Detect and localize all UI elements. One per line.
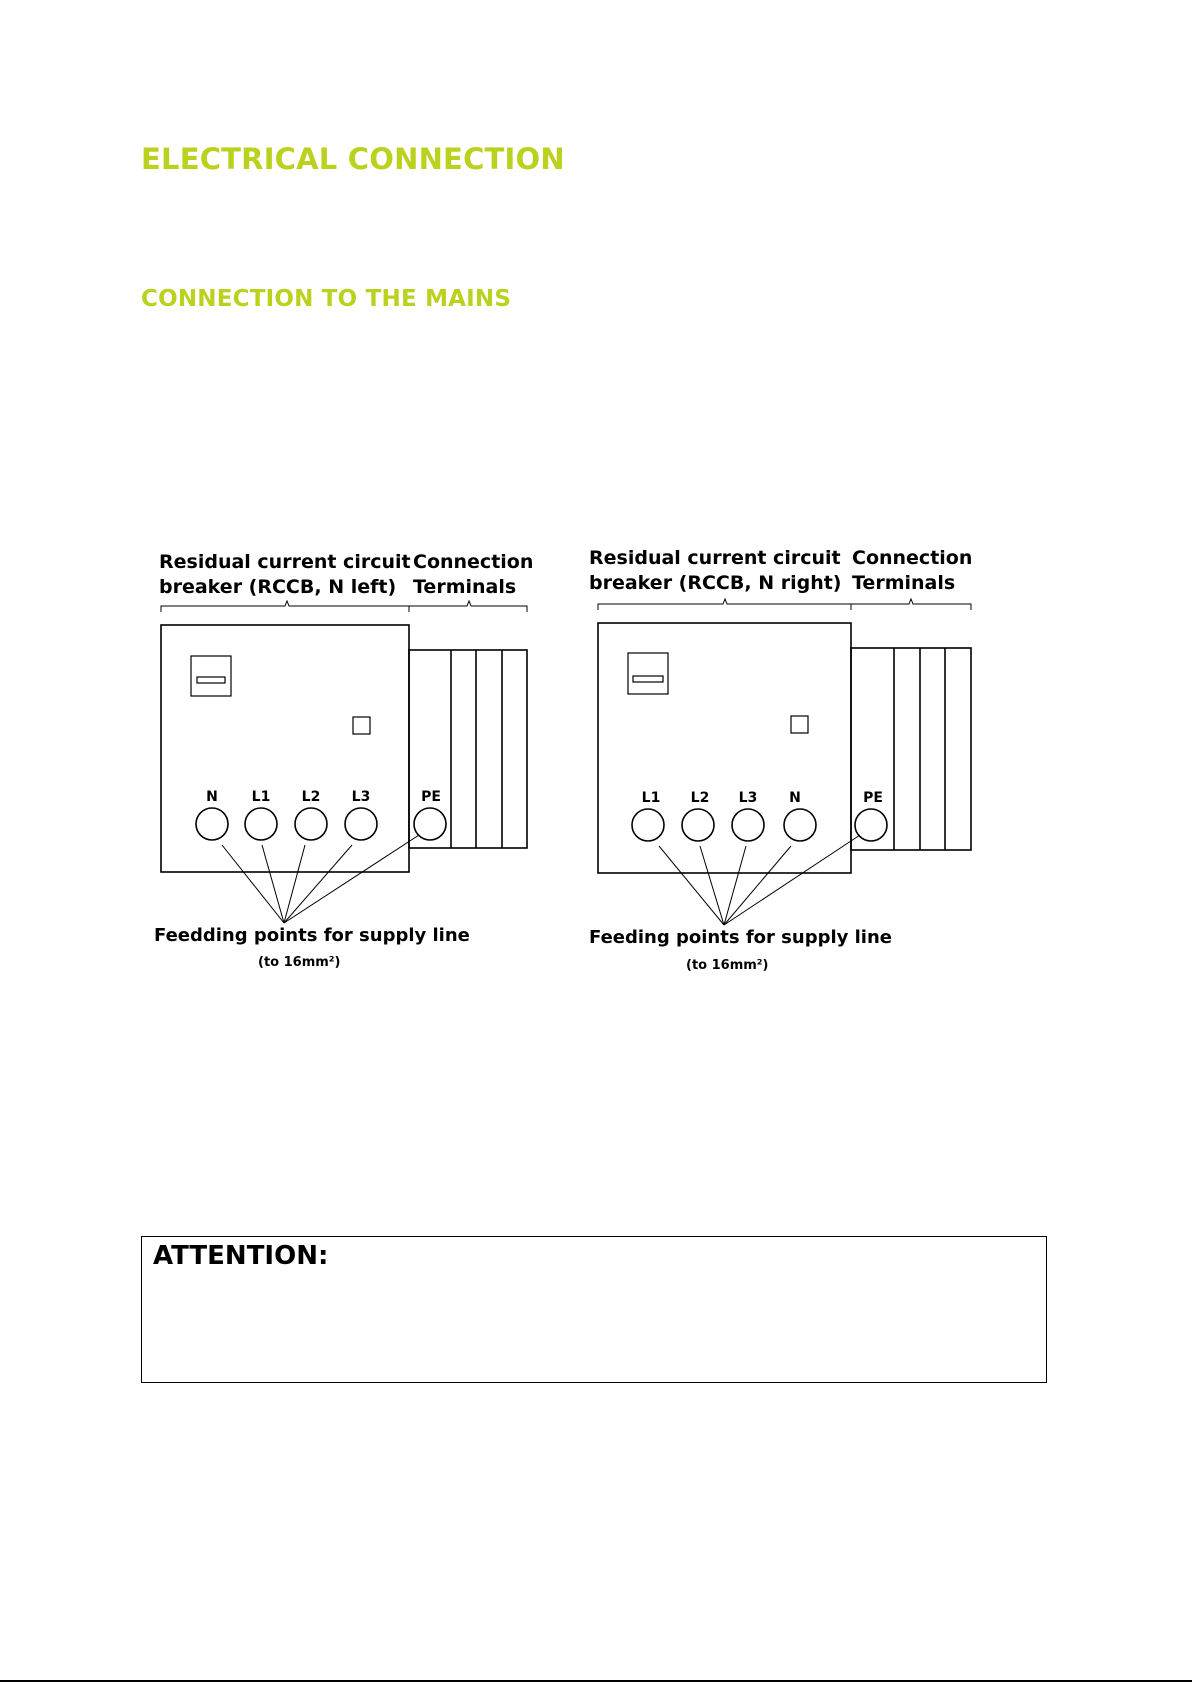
terminals-label: Terminals [413, 576, 517, 598]
feed-point [732, 809, 764, 841]
feed-note: (to 16mm²) [258, 955, 341, 970]
point-label: N [206, 789, 218, 805]
point-label: L3 [738, 790, 758, 806]
rccb-brace [598, 599, 851, 610]
point-label: PE [421, 789, 441, 805]
point-label: L1 [641, 790, 661, 806]
point-label: N [789, 790, 801, 806]
rccb-switch-slot [197, 677, 225, 683]
rccb-label: Residual current circuit [589, 547, 841, 569]
attention-title: ATTENTION: [153, 1241, 329, 1271]
point-label: L2 [301, 789, 321, 805]
feed-arrows [659, 835, 860, 925]
rccb-label: breaker (RCCB, N right) [589, 572, 842, 594]
attention-box [141, 1236, 1047, 1383]
point-label: L2 [690, 790, 710, 806]
feed-point [682, 809, 714, 841]
feed-point [295, 808, 327, 840]
test-button [791, 716, 808, 733]
rccb-switch [191, 656, 231, 696]
feed-note: (to 16mm²) [686, 958, 769, 973]
right-diagram-frame [598, 599, 971, 925]
feed-point [632, 809, 664, 841]
point-label: L1 [251, 789, 271, 805]
footer-rule [0, 1680, 1192, 1682]
feed-label: Feedding points for supply line [154, 925, 470, 946]
terminal-block [851, 648, 971, 850]
rccb-switch-slot [633, 676, 663, 682]
point-label: PE [863, 790, 883, 806]
rccb-switch [628, 653, 668, 694]
rccb-label: Residual current circuit [159, 551, 411, 573]
feed-point [245, 808, 277, 840]
section-heading: CONNECTION TO THE MAINS [141, 286, 512, 312]
left-diagram-frame [161, 601, 527, 923]
rccb-brace [161, 601, 409, 612]
feed-point [345, 808, 377, 840]
feed-point [784, 809, 816, 841]
terminals-label: Connection [852, 547, 973, 569]
test-button [353, 717, 370, 734]
feed-point [196, 808, 228, 840]
page-title: ELECTRICAL CONNECTION [141, 142, 565, 176]
terminals-brace [851, 599, 971, 610]
feed-point [855, 809, 887, 841]
terminals-label: Terminals [852, 572, 956, 594]
terminal-block [409, 650, 527, 848]
terminals-brace [409, 601, 527, 612]
rccb-label: breaker (RCCB, N left) [159, 576, 397, 598]
feed-label: Feeding points for supply line [589, 927, 892, 948]
point-label: L3 [351, 789, 371, 805]
feed-arrows [222, 835, 419, 923]
terminals-label: Connection [413, 551, 534, 573]
